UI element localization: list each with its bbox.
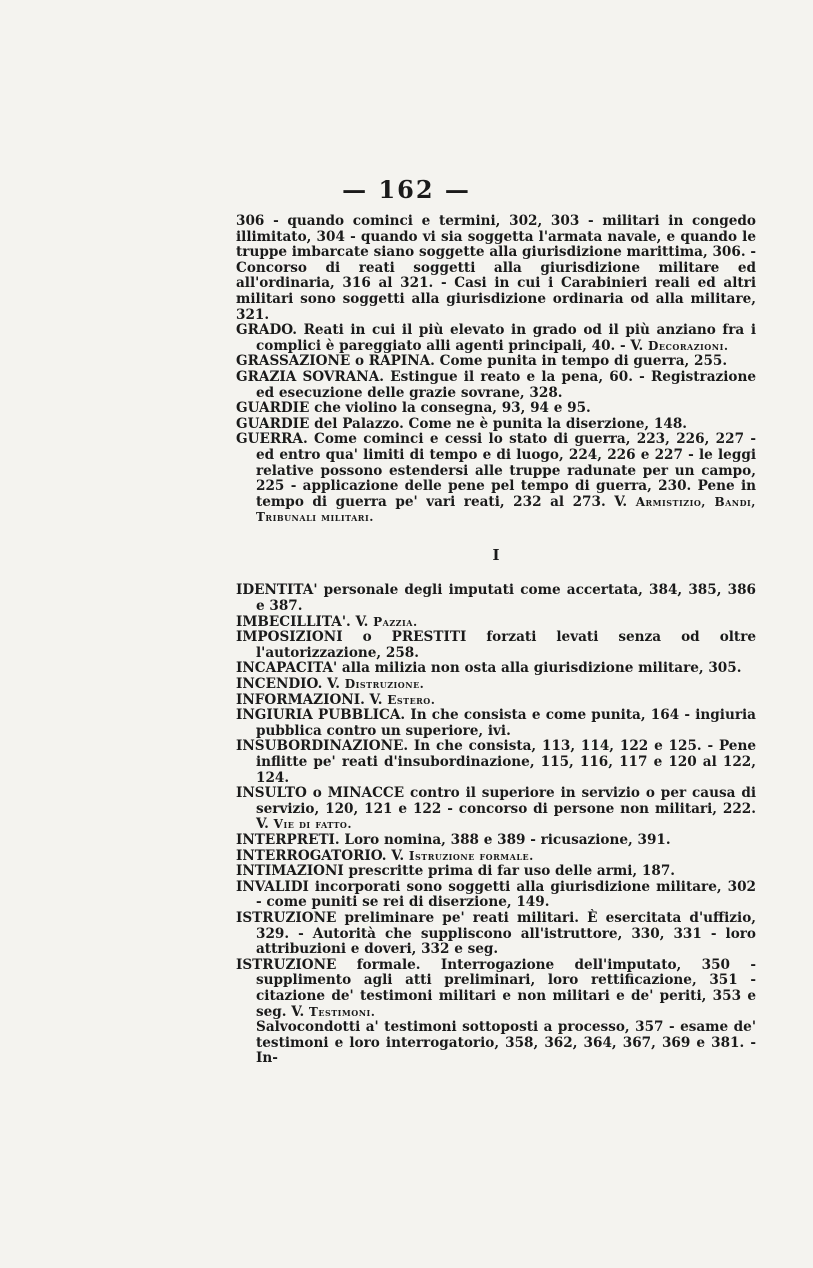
entry-head: GUERRA. — [236, 431, 308, 448]
entry-text: incorporati sono soggetti alla giurisdizione militare, 302 - come puniti se rei di diserzione, 149. — [256, 878, 756, 911]
entry-text: V. — [364, 691, 388, 708]
entry-head: IDENTITA' — [236, 582, 318, 599]
index-entry — [236, 432, 756, 526]
entry-text: V. — [386, 847, 409, 864]
entries-g — [236, 323, 756, 526]
index-entry-continuation — [236, 1020, 756, 1067]
entry-ref: Armistizio, Bandi, Tribunali militari. — [256, 494, 756, 525]
entry-text: alla milizia non osta alla giurisdizione militare, 305. — [337, 660, 742, 677]
index-entry — [236, 615, 756, 631]
entry-text: forzati levati senza od oltre l'autorizzazione, 258. — [256, 629, 757, 661]
entry-head: GRAZIA SOVRANA. — [236, 368, 385, 385]
entry-ref: Estero. — [387, 692, 436, 707]
entry-head: INSULTO o MINACCE — [236, 785, 405, 802]
entry-ref: Distruzione. — [344, 677, 425, 692]
index-entry — [236, 693, 756, 709]
index-entry — [236, 708, 756, 739]
index-entry — [236, 661, 756, 677]
index-entry — [236, 583, 756, 614]
entry-text: Reati in cui il più elevato in grado od il più anziano fra i complici è pareggiato alli agenti principali, 40. - V. — [256, 322, 756, 354]
entry-text: del Palazzo. Come ne è punita la diserzione, 148. — [309, 415, 688, 432]
entry-text: In che consista e come punita, 164 - ingiuria pubblica contro un superiore, ivi. — [256, 707, 756, 739]
entry-head: GRASSAZIONE o RAPINA. — [236, 353, 435, 370]
entry-head: INGIURIA PUBBLICA. — [236, 707, 406, 724]
entry-ref: Testimoni. — [308, 1004, 376, 1019]
entry-head: INCAPACITA' — [236, 660, 338, 677]
entry-text: formale. Interrogazione dell'imputato, 350 - supplimento agli atti preliminari, loro rettificazione, 351 - citazione de' testimoni militari e non militari e de' periti, 353 e seg. V. — [256, 956, 756, 1020]
entry-head: IMPOSIZIONI o PRESTITI — [236, 629, 467, 646]
index-entry — [236, 911, 756, 958]
entry-head: GUARDIE — [236, 400, 310, 417]
index-entry — [236, 849, 756, 865]
entry-text: personale degli imputati come accertata, 384, 385, 386 e 387. — [256, 582, 756, 615]
entry-text: V. — [350, 613, 374, 630]
entry-text: V. — [322, 676, 345, 693]
entry-head: INTIMAZIONI — [236, 863, 344, 880]
index-entry — [236, 880, 756, 911]
index-entry — [236, 354, 756, 370]
index-entry — [236, 958, 756, 1020]
index-entry — [236, 786, 756, 833]
entry-ref: Istruzione formale. — [408, 848, 534, 863]
entry-text: prescritte prima di far uso delle armi, 187. — [343, 863, 676, 880]
entry-text: Come cominci e cessi lo stato di guerra, 223, 226, 227 - ed entro qua' limiti di tempo e di luogo, 224, 226 e 227 - le leggi relative possono estendersi alle truppe radunate per un campo, 225 - applicazione delle pene pel tempo di guerra, 230. Pene in tempo di guerra pe' vari reati, 232 al 273. V. — [256, 431, 756, 510]
entry-head: INTERROGATORIO. — [236, 847, 387, 864]
entry-ref: Pazzia. — [373, 614, 418, 629]
entry-head: ISTRUZIONE — [236, 956, 337, 973]
index-entry — [236, 630, 756, 661]
entry-text: Come punita in tempo di guerra, 255. — [434, 353, 728, 370]
continuation-text: 306 - quando cominci e termini, 302, 303 - militari in congedo illimitato, 304 - quando vi sia soggetta l'armata navale, e quando le truppe imbarcate siano soggette alla giurisdizione marittima, 306. - Concorso di reati soggetti alla giurisdizione militare ed all'ordinaria, 316 al 321. - Casi in cui i Carabinieri reali ed altri militari sono soggetti alla giurisdizione ordinaria od alla militare, 321. — [236, 213, 756, 323]
index-entry — [236, 323, 756, 354]
page-number: — 162 — — [342, 175, 471, 204]
entry-head: INSUBORDINAZIONE. — [236, 738, 409, 755]
entry-head: INFORMAZIONI. — [236, 691, 365, 708]
entry-text: che violino la consegna, 93, 94 e 95. — [309, 400, 591, 417]
index-entry — [236, 370, 756, 401]
entry-text: preliminare pe' reati militari. È esercitata d'uffizio, 329. - Autorità che suppliscono all'istruttore, 330, 331 - loro attribuzioni e doveri, 332 e seg. — [256, 909, 756, 958]
entry-text: Salvocondotti a' testimoni sottoposti a processo, 357 - esame de' testimoni e loro interrogatorio, 358, 362, 364, 367, 369 e 381. - In- — [256, 1019, 756, 1067]
entry-head: GRADO. — [236, 322, 298, 339]
entry-ref: Vie di fatto. — [273, 817, 353, 832]
index-entry — [236, 864, 756, 880]
entry-head: IMBECILLITA'. — [236, 613, 351, 630]
index-entry — [236, 833, 756, 849]
entry-head: GUARDIE — [236, 415, 310, 432]
entry-text: contro il superiore in servizio o per causa di servizio, 120, 121 e 122 - concorso di persone non militari, 222. V. — [256, 785, 756, 833]
entry-head: INVALIDI — [236, 878, 309, 895]
section-letter: I — [492, 545, 500, 564]
entry-head: INTERPRETI. — [236, 831, 340, 848]
index-entry — [236, 417, 756, 433]
index-entry — [236, 401, 756, 417]
entry-text: In che consista, 113, 114, 122 e 125. - Pene inflitte pe' reati d'insubordinazione, 115, 116, 117 e 120 al 122, 124. — [256, 738, 756, 786]
entry-ref: Decorazioni. — [648, 338, 729, 353]
entries-i — [236, 583, 756, 1066]
index-entry — [236, 739, 756, 786]
entry-text: Estingue il reato e la pena, 60. - Registrazione ed esecuzione delle grazie sovrane, 328. — [256, 368, 757, 401]
index-column — [236, 214, 756, 1067]
entry-text: Loro nomina, 388 e 389 - ricusazione, 391. — [339, 831, 671, 848]
index-entry — [236, 677, 756, 693]
entry-head: INCENDIO. — [236, 676, 323, 693]
entry-head: ISTRUZIONE — [236, 909, 337, 926]
